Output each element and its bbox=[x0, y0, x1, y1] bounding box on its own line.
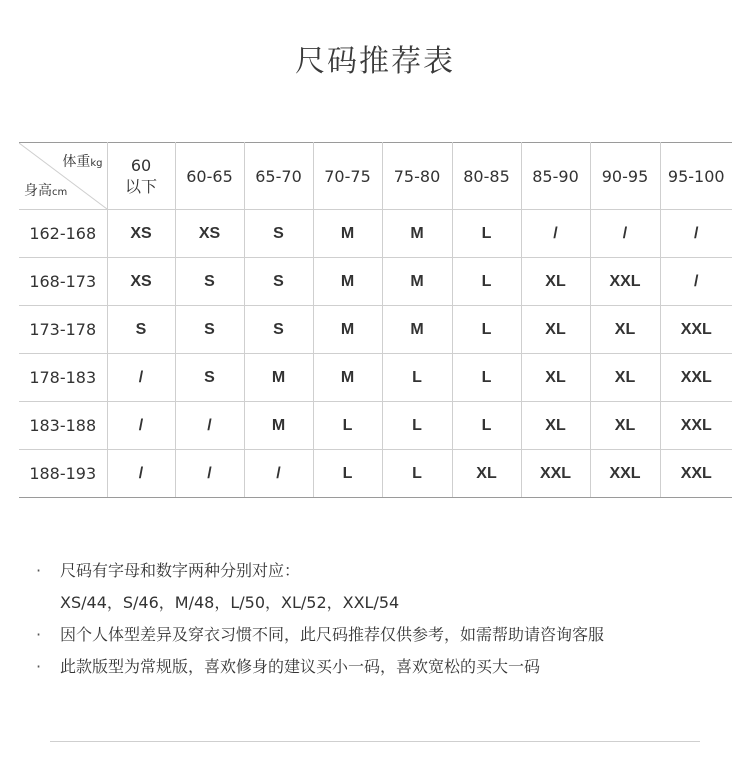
weight-column-header bbox=[313, 143, 382, 210]
weight-unit: kg bbox=[90, 158, 103, 169]
height-label bbox=[24, 180, 67, 200]
size-cell: XL bbox=[452, 450, 521, 498]
size-cell: S bbox=[175, 258, 244, 306]
size-cell: L bbox=[452, 258, 521, 306]
table-row bbox=[19, 354, 732, 402]
height-row-header: 183-188 bbox=[19, 402, 107, 450]
size-cell: / bbox=[590, 210, 660, 258]
weight-label-text: 体重 bbox=[62, 154, 91, 170]
bullet-icon: · bbox=[36, 657, 42, 676]
size-cell: / bbox=[521, 210, 590, 258]
weight-column-header bbox=[244, 143, 313, 210]
size-cell: XL bbox=[521, 306, 590, 354]
size-cell: L bbox=[452, 354, 521, 402]
table-row bbox=[19, 210, 732, 258]
weight-column-header bbox=[382, 143, 452, 210]
size-cell: L bbox=[452, 210, 521, 258]
table-row bbox=[19, 258, 732, 306]
header-row bbox=[19, 143, 732, 210]
size-cell: M bbox=[382, 306, 452, 354]
size-cell: S bbox=[175, 306, 244, 354]
size-cell: L bbox=[313, 402, 382, 450]
weight-column-header bbox=[590, 143, 660, 210]
size-cell: XL bbox=[590, 306, 660, 354]
weight-range: 95-100 bbox=[667, 166, 725, 186]
weight-column-header bbox=[660, 143, 732, 210]
table-row bbox=[19, 402, 732, 450]
size-cell: S bbox=[107, 306, 175, 354]
size-cell: L bbox=[452, 306, 521, 354]
corner-header-cell bbox=[19, 143, 107, 210]
height-row-header: 188-193 bbox=[19, 450, 107, 498]
size-cell: XXL bbox=[660, 402, 732, 450]
size-cell: S bbox=[175, 354, 244, 402]
size-cell: M bbox=[244, 354, 313, 402]
size-cell: L bbox=[382, 450, 452, 498]
weight-column-header bbox=[107, 143, 175, 210]
size-chart-table bbox=[19, 142, 732, 498]
bullet-icon: · bbox=[36, 625, 42, 644]
weight-range: 75-80 bbox=[393, 166, 441, 186]
size-cell: M bbox=[313, 210, 382, 258]
weight-range: 60-65 bbox=[186, 166, 233, 186]
bullet-icon: · bbox=[36, 561, 42, 580]
size-cell: / bbox=[107, 402, 175, 450]
weight-range: 60 bbox=[130, 156, 152, 175]
size-cell: L bbox=[313, 450, 382, 498]
size-cell: XXL bbox=[660, 354, 732, 402]
size-cell: / bbox=[107, 450, 175, 498]
weight-label bbox=[62, 151, 102, 171]
size-cell: M bbox=[382, 258, 452, 306]
weight-range: 85-90 bbox=[532, 166, 579, 186]
size-cell: XL bbox=[590, 354, 660, 402]
size-cell: XXL bbox=[590, 450, 660, 498]
page-title: 尺码推荐表 bbox=[295, 44, 455, 79]
height-row-header: 162-168 bbox=[19, 210, 107, 258]
notes-section bbox=[36, 555, 726, 683]
size-cell: M bbox=[382, 210, 452, 258]
weight-column-header bbox=[521, 143, 590, 210]
size-cell: XXL bbox=[590, 258, 660, 306]
size-cell: / bbox=[660, 210, 732, 258]
note-text: 因个人体型差异及穿衣习惯不同，此尺码推荐仅供参考，如需帮助请咨询客服 bbox=[60, 625, 605, 644]
note-item bbox=[36, 619, 726, 651]
weight-range-suffix: 以下 bbox=[124, 177, 157, 196]
size-cell: S bbox=[244, 306, 313, 354]
weight-range: 70-75 bbox=[324, 166, 371, 186]
size-cell: M bbox=[313, 306, 382, 354]
size-cell: / bbox=[244, 450, 313, 498]
table-row bbox=[19, 306, 732, 354]
size-cell: / bbox=[175, 450, 244, 498]
size-cell: XS bbox=[107, 210, 175, 258]
note-text: 此款版型为常规版，喜欢修身的建议买小一码，喜欢宽松的买大一码 bbox=[60, 657, 541, 676]
height-label-text: 身高 bbox=[24, 183, 52, 199]
size-cell: S bbox=[244, 210, 313, 258]
size-cell: L bbox=[382, 402, 452, 450]
height-row-header: 168-173 bbox=[19, 258, 107, 306]
size-cell: / bbox=[175, 402, 244, 450]
size-cell: XL bbox=[521, 354, 590, 402]
note-text: XS/44，S/46，M/48，L/50，XL/52，XXL/54 bbox=[60, 593, 400, 612]
size-cell: M bbox=[244, 402, 313, 450]
height-row-header: 173-178 bbox=[19, 306, 107, 354]
size-cell: XXL bbox=[660, 450, 732, 498]
weight-column-header bbox=[452, 143, 521, 210]
size-cell: XXL bbox=[660, 306, 732, 354]
weight-column-header bbox=[175, 143, 244, 210]
weight-range: 80-85 bbox=[463, 166, 510, 186]
height-unit: cm bbox=[52, 187, 68, 198]
size-cell: L bbox=[452, 402, 521, 450]
height-row-header: 178-183 bbox=[19, 354, 107, 402]
weight-range: 65-70 bbox=[255, 166, 302, 186]
size-cell: XL bbox=[521, 402, 590, 450]
size-cell: XL bbox=[521, 258, 590, 306]
size-cell: L bbox=[382, 354, 452, 402]
note-text: 尺码有字母和数字两种分别对应： bbox=[60, 561, 301, 580]
size-cell: XS bbox=[107, 258, 175, 306]
size-cell: XXL bbox=[521, 450, 590, 498]
size-cell: / bbox=[107, 354, 175, 402]
size-cell: S bbox=[244, 258, 313, 306]
note-item bbox=[36, 651, 726, 683]
weight-range: 90-95 bbox=[601, 166, 649, 186]
size-cell: XS bbox=[175, 210, 244, 258]
size-cell: M bbox=[313, 258, 382, 306]
size-cell: / bbox=[660, 258, 732, 306]
note-item bbox=[36, 555, 726, 587]
table-row bbox=[19, 450, 732, 498]
bottom-divider bbox=[50, 741, 700, 742]
size-cell: XL bbox=[590, 402, 660, 450]
note-item-sub bbox=[36, 587, 726, 619]
size-cell: M bbox=[313, 354, 382, 402]
